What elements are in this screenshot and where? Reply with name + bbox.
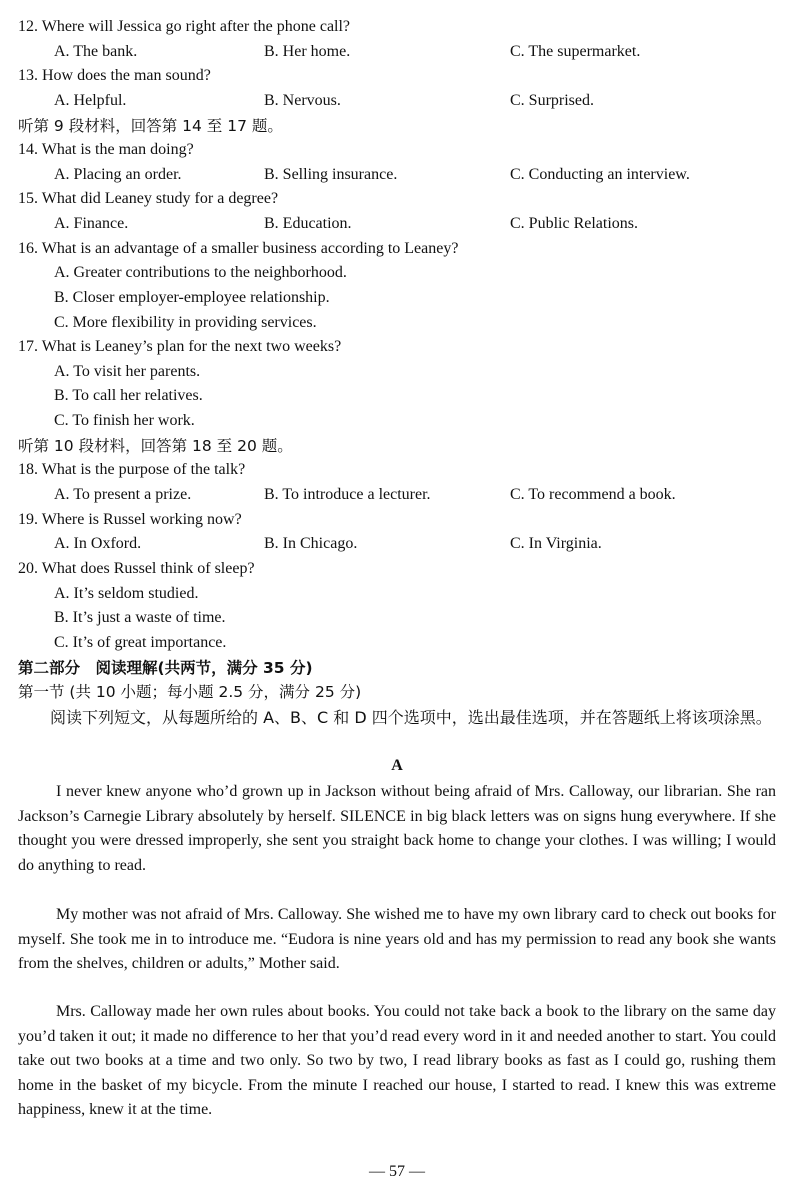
question-20-option-a: A. It’s seldom studied. — [54, 585, 199, 602]
question-19-option-b: B. In Chicago. — [264, 535, 358, 552]
question-14-option-a: A. Placing an order. — [54, 166, 182, 183]
question-12-stem: 12. Where will Jessica go right after the phone call? — [18, 18, 351, 35]
question-19-stem: 19. Where is Russel working now? — [18, 511, 242, 528]
question-14-stem: 14. What is the man doing? — [18, 141, 194, 158]
question-12-option-a: A. The bank. — [54, 43, 138, 60]
question-16-option-a: A. Greater contributions to the neighborhood. — [54, 264, 347, 281]
instruction-section-10: 听第 10 段材料，回答第 18 至 20 题。 — [18, 437, 293, 455]
question-15-option-a: A. Finance. — [54, 215, 129, 232]
question-16-option-c: C. More flexibility in providing services. — [54, 314, 317, 331]
question-18-option-c: C. To recommend a book. — [510, 486, 676, 503]
section-one-title: 第一节 (共 10 小题；每小题 2.5 分，满分 25 分) — [18, 683, 362, 701]
question-17-option-a: A. To visit her parents. — [54, 363, 201, 380]
question-18-stem: 18. What is the purpose of the talk? — [18, 461, 246, 478]
question-17-option-b: B. To call her relatives. — [54, 387, 203, 404]
question-14-option-b: B. Selling insurance. — [264, 166, 398, 183]
question-19-option-c: C. In Virginia. — [510, 535, 602, 552]
question-20-stem: 20. What does Russel think of sleep? — [18, 560, 255, 577]
question-19-option-a: A. In Oxford. — [54, 535, 142, 552]
question-15-stem: 15. What did Leaney study for a degree? — [18, 190, 279, 207]
part-two-title: 第二部分 阅读理解(共两节，满分 35 分) — [18, 659, 313, 677]
question-13-option-b: B. Nervous. — [264, 92, 341, 109]
question-18-option-b: B. To introduce a lecturer. — [264, 486, 431, 503]
instruction-section-9: 听第 9 段材料，回答第 14 至 17 题。 — [18, 117, 283, 135]
question-18-option-a: A. To present a prize. — [54, 486, 192, 503]
passage-paragraph-1: I never knew anyone who’d grown up in Jackson without being afraid of Mrs. Calloway, our librarian. She ran Jackson’s Carnegie Library absolutely by herself. SILENCE in big black letters was on signs hung everywhere. If she thought you were dressed improperly, she sent you straight back home to change your clothes. I was willing; I would do anything to read. — [18, 783, 776, 874]
reading-instruction: 阅读下列短文，从每题所给的 A、B、C 和 D 四个选项中，选出最佳选项，并在答题纸上将该项涂黑。 — [50, 708, 772, 727]
question-13-stem: 13. How does the man sound? — [18, 67, 211, 84]
question-14-option-c: C. Conducting an interview. — [510, 166, 690, 183]
passage-paragraph-3: Mrs. Calloway made her own rules about books. You could not take back a book to the library on the same day you’d taken it out; it made no difference to her that you’d read every word in it and needed another to start. You could take out two books at a time and two only. So two by two, I read library books as fast as I could go, rushing them home in the basket of my bicycle. From the minute I reached our house, I started to read. I knew this was extreme happiness, knew it at the time. — [18, 1003, 776, 1118]
question-16-option-b: B. Closer employer-employee relationship. — [54, 289, 330, 306]
question-17-stem: 17. What is Leaney’s plan for the next two weeks? — [18, 338, 342, 355]
question-20-option-b: B. It’s just a waste of time. — [54, 609, 226, 626]
page-number: — 57 — — [369, 1163, 425, 1180]
question-13-option-a: A. Helpful. — [54, 92, 127, 109]
question-13-option-c: C. Surprised. — [510, 92, 594, 109]
question-17-option-c: C. To finish her work. — [54, 412, 195, 429]
question-12-option-c: C. The supermarket. — [510, 43, 641, 60]
passage-paragraph-2: My mother was not afraid of Mrs. Calloway. She wished me to have my own library card to check out books for myself. She took me in to introduce me. “Eudora is nine years old and has my permission to read any book she wants from the shelves, children or adults,” Mother said. — [18, 906, 776, 972]
question-15-option-c: C. Public Relations. — [510, 215, 638, 232]
passage-label: A — [391, 757, 403, 774]
question-20-option-c: C. It’s of great importance. — [54, 634, 227, 651]
question-16-stem: 16. What is an advantage of a smaller business according to Leaney? — [18, 240, 459, 257]
question-15-option-b: B. Education. — [264, 215, 352, 232]
question-12-option-b: B. Her home. — [264, 43, 351, 60]
